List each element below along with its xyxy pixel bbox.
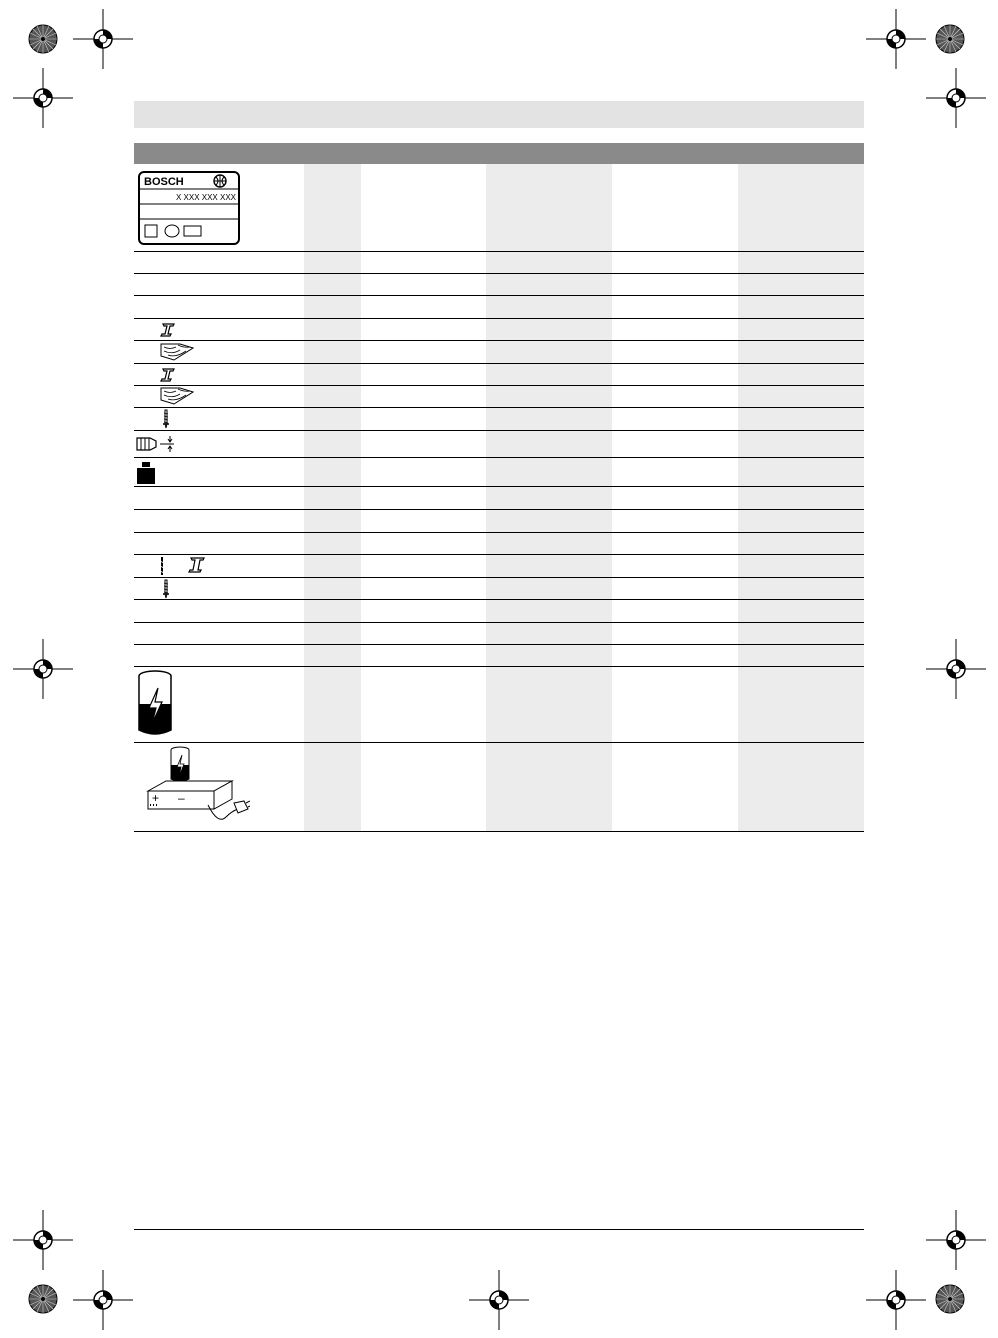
column-shade-2	[486, 164, 612, 832]
technical-data-table	[134, 143, 864, 832]
registration-mark	[926, 1210, 986, 1270]
wood-icon	[160, 386, 194, 406]
registration-mark	[73, 1270, 133, 1330]
column-shade-1	[304, 164, 361, 832]
charger-plus-label: +	[152, 791, 160, 805]
row-separator	[134, 295, 864, 296]
color-rosette-mark	[935, 1284, 965, 1314]
registration-mark	[926, 68, 986, 128]
drill-chuck-icon	[136, 434, 176, 454]
row-separator	[134, 742, 864, 743]
screw-icon	[160, 409, 172, 429]
steel-beam-icon	[160, 322, 176, 338]
row-separator	[134, 577, 864, 578]
registration-mark	[866, 9, 926, 69]
registration-mark	[866, 1270, 926, 1330]
row-separator	[134, 644, 864, 645]
nameplate-brand: BOSCH	[144, 176, 184, 188]
footer-rule	[134, 1229, 864, 1230]
row-separator	[134, 318, 864, 319]
registration-mark	[926, 639, 986, 699]
row-separator	[134, 385, 864, 386]
header-band	[134, 101, 864, 128]
color-rosette-mark	[935, 24, 965, 54]
row-separator	[134, 554, 864, 555]
registration-mark	[13, 639, 73, 699]
row-separator	[134, 666, 864, 667]
row-separator	[134, 273, 864, 274]
drill-bit-steel-icon	[158, 556, 208, 576]
row-separator	[134, 251, 864, 252]
screw-icon	[160, 579, 172, 599]
charger-minus-label: –	[178, 791, 185, 805]
row-separator	[134, 831, 864, 832]
row-separator	[134, 430, 864, 431]
weight-icon	[136, 461, 156, 485]
nameplate-icon	[138, 171, 240, 245]
row-separator	[134, 599, 864, 600]
steel-beam-icon	[160, 367, 176, 383]
row-separator	[134, 486, 864, 487]
row-separator	[134, 407, 864, 408]
registration-mark	[13, 68, 73, 128]
column-shade-3	[738, 164, 864, 832]
nameplate-serial: X XXX XXX XXX	[175, 193, 236, 202]
row-separator	[134, 340, 864, 341]
battery-icon	[136, 670, 174, 738]
row-separator	[134, 622, 864, 623]
wood-icon	[160, 342, 194, 362]
registration-mark	[73, 9, 133, 69]
registration-mark	[469, 1270, 529, 1330]
color-rosette-mark	[28, 24, 58, 54]
row-separator	[134, 532, 864, 533]
row-separator	[134, 509, 864, 510]
charger-icon	[144, 745, 250, 827]
color-rosette-mark	[28, 1284, 58, 1314]
row-separator	[134, 363, 864, 364]
registration-mark	[13, 1210, 73, 1270]
row-separator	[134, 457, 864, 458]
table-header-bar	[134, 143, 864, 164]
